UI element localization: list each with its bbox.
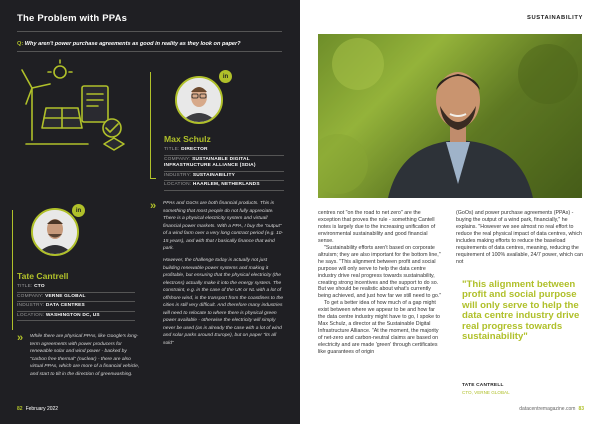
pull-quote-org: CTO, VERNE GLOBAL bbox=[462, 390, 510, 395]
leader-line bbox=[150, 178, 156, 180]
pull-quote: "This alignment between profit and social purpose will only serve to help the data centre industry drive real progress towards sustainability" bbox=[462, 279, 580, 343]
meta-row: INDUSTRY: SUSTAINABILITY bbox=[164, 172, 284, 182]
footer-left bbox=[17, 406, 58, 412]
question-prefix: Q: bbox=[17, 41, 24, 47]
cantrell-quote: While there are physical PPAs, like Google's long-term agreements with power producers for renewable solar and wind power - backed by "carbon free thermal" (nuclear) - there are also virtual PPAs, which are more of a financial vehicle, and start to tilt in the direction of greenwashing. bbox=[30, 334, 140, 377]
portrait-photo-graphic bbox=[318, 34, 582, 198]
section-title: The Problem with PPAs bbox=[17, 13, 128, 24]
meta-row: TITLE: CTO bbox=[17, 283, 135, 293]
meta-row: COMPANY: VERNE GLOBAL bbox=[17, 293, 135, 303]
leader-line bbox=[150, 72, 152, 178]
person-name: Tate Cantrell bbox=[17, 271, 69, 281]
meta-row: COMPANY: SUSTAINABLE DIGITAL INFRASTRUCTURE ALLIANCE (SDIA) bbox=[164, 156, 284, 172]
page-number: 82 bbox=[17, 406, 23, 412]
avatar bbox=[175, 76, 223, 124]
meta-row: LOCATION: WASHINGTON DC, US bbox=[17, 312, 135, 322]
quote-paragraph: However, the challenge today is actually not just building renewable power systems and making it profitable, but ensuring that the physical electricity (the electrons) actually make it into the energy system. The constraint, e.g. in the case of the UK or NL with a lot of offshore wind, is the transport from the coastlines to the cities is still very difficult. And therefore many industries will need to relocate to where there is physical green power available - otherwise the electricity will simply never be used (as is already the case with a lot of wind and solar parks around Europe), but on paper "its all sold" bbox=[163, 258, 284, 346]
issue-date: February 2022 bbox=[25, 406, 59, 412]
quote-chevron-icon: » bbox=[150, 200, 154, 212]
meta-row: INDUSTRY: DATA CENTRES bbox=[17, 302, 135, 312]
person-name: Max Schulz bbox=[164, 134, 211, 144]
divider bbox=[17, 31, 282, 32]
right-page bbox=[300, 0, 600, 424]
person-meta bbox=[164, 146, 284, 191]
website[interactable]: datacentremagazine.com bbox=[519, 406, 576, 412]
article-paragraph: To get a better idea of how much of a gap might exist between where we appear to be and how far the data centre industry might have to go, I spoke to Max Schulz, a director at the Sustainable Digital Infrastructure Alliance. "At the moment, the majority of net-zero and carbon-neutral claims are based on electricity and are made 'green' through certificates like guarantees of origin bbox=[318, 300, 440, 356]
quote-chevron-icon: » bbox=[17, 332, 21, 344]
pull-quote-attribution: TATE CANTRELL bbox=[462, 383, 504, 388]
article-paragraph: (GoOs) and power purchase agreements (PPAs) - buying the output of a wind park, financially," he explains. "However we see almost no real effort to reduce the real physical impact of data centres, which includes making efforts to reduce the baseload requirements of data centres, meaning, reducing the requirement of 100% available, 24/7 power, which can not bbox=[456, 210, 583, 265]
schulz-quote bbox=[163, 200, 285, 352]
article-paragraph: "Sustainability efforts aren't based on corporate altruism; they are also important for the bottom line," he says. "This alignment between profit and social purpose will only serve to help the data centre industry drive real progress towards sustainability, creating strong incentives and the support to do so. But we should be realistic about what's currently being achieved, and just how far we still need to go." bbox=[318, 244, 442, 300]
page-number: 83 bbox=[578, 406, 584, 412]
leader-line bbox=[12, 210, 14, 330]
article-column-2 bbox=[456, 210, 584, 266]
portrait-photo bbox=[318, 34, 582, 198]
section-label: SUSTAINABILITY bbox=[527, 15, 583, 21]
article-paragraph: centres not "on the road to net zero" are the exception that proves the rule - something Cantell notes is largely due to the increasing unification of environmental sustainability and good financial sense. bbox=[318, 210, 436, 244]
linkedin-badge-icon[interactable]: in bbox=[219, 70, 232, 83]
divider bbox=[17, 51, 282, 52]
linkedin-badge-icon[interactable]: in bbox=[72, 204, 85, 217]
article-column-1 bbox=[318, 210, 442, 356]
quote-paragraph: PPAs and GoOs are both financial products. This is something that most people do not fully appreciate. There is a physical electricity system and virtual/ financial power markets. With a PPA, I buy the "output" of a wind farm over a very long contract period (e.g. 10-15 years), and with that I basically finance that wind park. bbox=[163, 201, 284, 251]
portrait-icon bbox=[33, 210, 77, 254]
question bbox=[17, 41, 287, 47]
footer-right bbox=[519, 406, 584, 412]
question-text: Why aren't power purchase agreements as good in reality as they look on paper? bbox=[24, 41, 241, 47]
person-meta bbox=[17, 283, 135, 321]
meta-row: TITLE: DIRECTOR bbox=[164, 146, 284, 156]
meta-row: LOCATION: HAARLEM, NETHERLANDS bbox=[164, 181, 284, 191]
portrait-icon bbox=[177, 78, 221, 122]
avatar bbox=[31, 208, 79, 256]
solar-wind-contract-illustration bbox=[18, 58, 138, 158]
